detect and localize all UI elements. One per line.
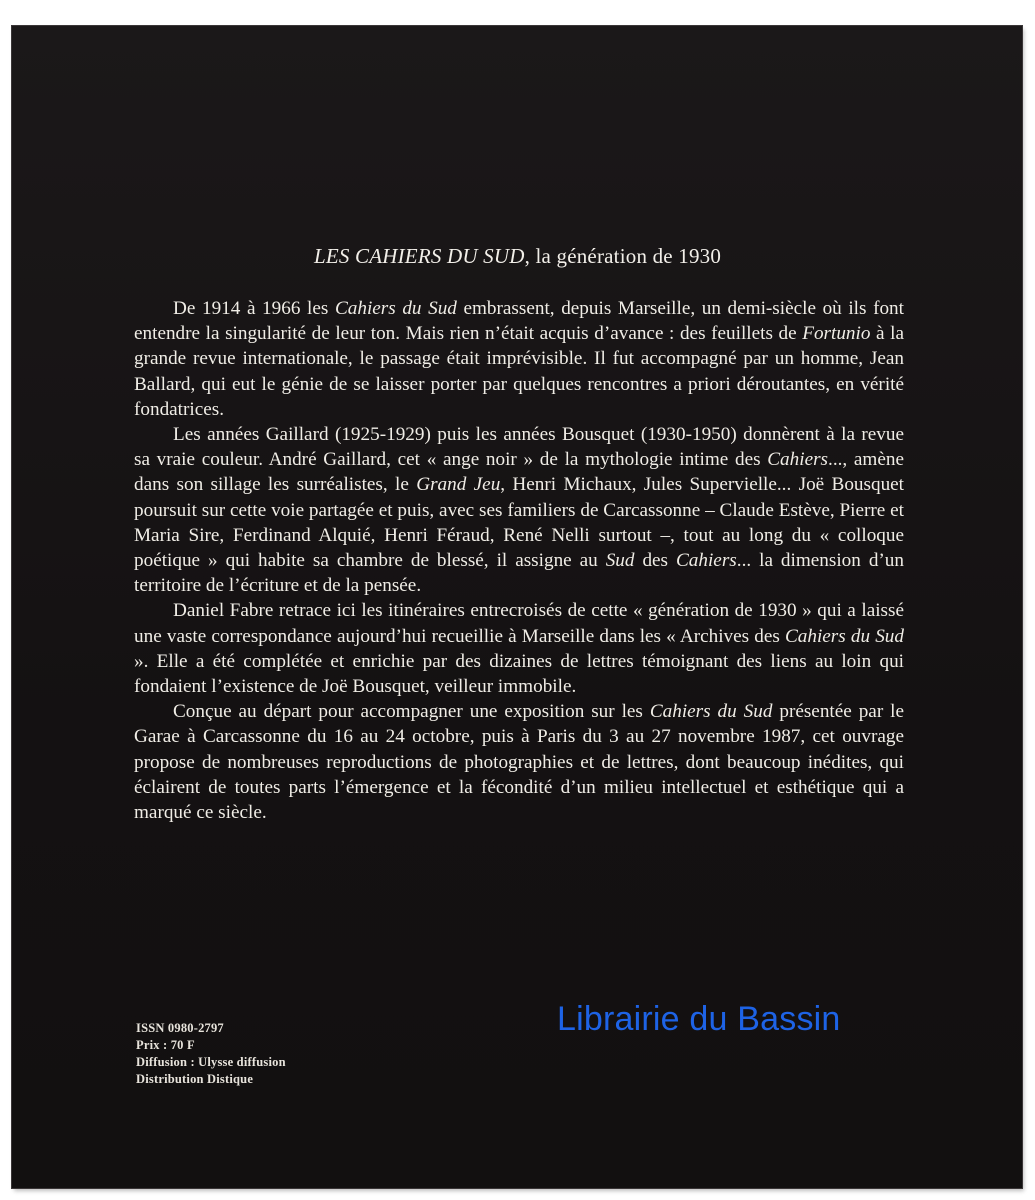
text-run: ... la dimension d’un territoire de l’écriture et de la pensée. — [134, 550, 904, 597]
blurb-paragraph — [134, 699, 904, 825]
page-title — [0, 244, 1035, 269]
text-run: à la grande revue internationale, le passage était imprévisible. Il fut accompagné par un homme, Jean Ballard, qui eut le génie de se laisser porter par quelques rencontres a priori déroutantes, en vérité fondatrices. — [134, 323, 904, 420]
blurb-paragraph — [134, 422, 904, 598]
diffusion-line: Diffusion : Ulysse diffusion — [136, 1055, 286, 1069]
text-run: Conçue au départ pour accompagner une exposition sur les — [173, 701, 650, 723]
italic-run: Cahiers du Sud — [334, 298, 457, 319]
italic-run: Cahiers — [675, 550, 737, 572]
distribution-line: Distribution Distique — [136, 1072, 254, 1086]
text-run: De 1914 à 1966 les — [173, 298, 335, 319]
italic-run: Grand Jeu — [416, 474, 501, 496]
text-run: , Henri Michaux, Jules Supervielle... Joë Bousquet poursuit sur cette voie partagée et puis, avec ses familiers de Carcassonne – Claude Estève, Pierre et Maria Sire, Ferdinand Alquié, Henri Féraud, René Nelli surtout –, tout au long du « colloque poétique » qui habite sa chambre de blessé, il assigne au — [134, 474, 905, 572]
text-run: ». Elle a été complétée et enrichie par des dizaines de lettres témoignant des liens au loin qui fondaient l’existence de Joë Bousquet, veilleur immobile. — [134, 650, 904, 698]
blurb-text — [134, 296, 904, 825]
title-rest: , la génération de 1930 — [524, 244, 722, 268]
italic-run: Sud — [605, 550, 635, 572]
blurb-paragraph — [134, 296, 904, 422]
bookseller-watermark: Librairie du Bassin — [557, 1000, 841, 1038]
text-run: ..., amène dans son sillage les surréalistes, le — [134, 449, 904, 496]
text-run: présentée par le Garae à Carcassonne du 16 au 24 octobre, puis à Paris du 3 au 27 novembre 1987, cet ouvrage propose de nombreuses reproductions de photographies et de lettres, dont beaucoup inédites, qui éclairent de toutes parts l’émergence et la fécondité d’un milieu intellectuel et esthétique qui a marqué ce siècle. — [134, 701, 904, 824]
text-run: Les années Gaillard (1925-1929) puis les années Bousquet (1930-1950) donnèrent à la revue sa vraie couleur. André Gaillard, cet « ange noir » de la mythologie intime des — [134, 424, 904, 471]
text-run: des — [634, 550, 676, 572]
imprint-block — [136, 1020, 286, 1088]
title-italic: LES CAHIERS DU SUD — [313, 244, 525, 268]
text-run: Daniel Fabre retrace ici les itinéraires entrecroisés de cette « génération de 1930 » qui a laissé une vaste correspondance aujourd’hui recueillie à Marseille dans les « Archives des — [134, 600, 904, 647]
italic-run: Cahiers du Sud — [649, 701, 773, 723]
italic-run: Fortunio — [802, 323, 871, 345]
price-line: Prix : 70 F — [136, 1038, 195, 1052]
italic-run: Cahiers du Sud — [784, 625, 904, 647]
italic-run: Cahiers — [767, 449, 829, 471]
issn-line: ISSN 0980-2797 — [136, 1021, 224, 1035]
blurb-paragraph — [134, 598, 904, 699]
text-run: embrassent, depuis Marseille, un demi-siècle où ils font entendre la singularité de leur ton. Mais rien n’était acquis d’avance : des feuillets de — [134, 298, 904, 345]
